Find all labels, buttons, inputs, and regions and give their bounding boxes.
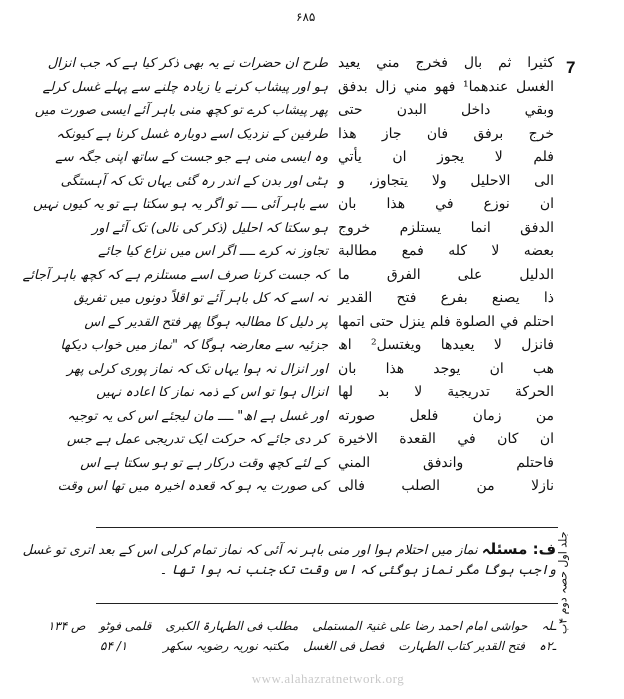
footnote-source: حواشی امام احمد رضا علی غنیۃ المستملی [312, 619, 528, 633]
footnote-section: فصل فی الغسل [303, 639, 385, 653]
footnote-publisher: مکتبہ نوریہ رضویہ سکھر [163, 639, 290, 653]
urdu-text-line: پر دلیل کا مطالبہ ہوگا پھر فتح القدیر کے اس [84, 314, 328, 330]
urdu-text-line: اور غسل ہے اھ" ــــ مان لیجئے اس کی یہ توجیہ [67, 408, 328, 424]
urdu-text-line: اور انزال نہ ہوا یہاں تک کہ نماز پوری کرلی پھر [66, 361, 328, 377]
divider-bottom [96, 603, 558, 604]
urdu-text-line: جزئیہ سے معارضہ ہوگا کہ "نماز میں خواب دیکھا [60, 338, 328, 353]
arabic-text-line: الى الاحليل ولا يتجاوز، و [338, 172, 554, 189]
footnote-marker: ـلہ [541, 619, 556, 633]
footnote-2 [100, 636, 556, 656]
arabic-text-line: الغسل عندهما¹ فهو مني زال بدفق [338, 78, 554, 95]
footnote-1 [47, 616, 556, 636]
urdu-text-line: طرح ان حضرات نے یہ بھی ذکر کیا ہے کہ جب انزال [47, 56, 328, 71]
arabic-text-line: فانزل لا يعيدها ويغتسل² اھ [338, 337, 554, 353]
arabic-text-line: الدفق انما يستلزم خروج [338, 219, 554, 236]
urdu-text-line: کی صورت یہ ہو کہ قعدہ اخیرہ میں تھا اس وقت [57, 479, 328, 494]
urdu-text-line: کے لئے کچھ وقت درکار ہے تو ہو سکتا ہے اس [80, 455, 328, 471]
footnotes [47, 616, 556, 656]
footnote-page: ص ۱۳۴ [47, 619, 86, 633]
footnote-source: فتح القدیر کتاب الطہارت [398, 639, 525, 653]
arabic-text-line: فاحتلم واندفق المني [338, 454, 554, 471]
footnote-section: مطلب فی الطہارۃ الکبری [165, 619, 299, 633]
urdu-text-line: وہ ایسی منی ہے جو جست کے ساتھ اپنی جگہ سے [55, 150, 328, 165]
urdu-text-line: ہو اور پیشاب کرنے یا زیادہ چلنے سے پہلے غسل کرلے [42, 79, 328, 95]
arabic-text-line: بعضه لا كله فمع مطالبة [338, 243, 554, 259]
urdu-text-line: ہٹی اور بدن کے اندر رہ گئی یہاں تک کہ آہستگی [60, 173, 328, 189]
arabic-text-line: خرج برفق فان جاز هذا [338, 125, 554, 142]
urdu-text-line: کہ جست کرنا صرف اسے مستلزم ہے کہ کچھ باہر آجائے [22, 267, 328, 283]
arabic-text-line: نازلا من الصلب فالى [338, 478, 554, 494]
arabic-text-line: من زمان فلعل صورته [338, 407, 554, 424]
arabic-text-line: كثيرا ثم بال فخرج مني يعيد [338, 55, 554, 71]
section-marker: 7 [566, 58, 576, 77]
arabic-text-line: ان كان في القعدة الاخيرة [338, 431, 554, 447]
urdu-text-line: تجاوز نہ کرے ــــ اگر اس میں نزاع کیا جائے [98, 244, 328, 259]
masala-line-1: نماز میں احتلام ہوا اور منی باہر نہ آئی کہ نماز تمام کرلی اس کے بعد اتری تو غسل [22, 543, 478, 558]
urdu-text-line: کر دی جائے کہ حرکت ایک تدریجی عمل ہے جس [66, 432, 328, 447]
arabic-text-line: الدليل على الفرق ما [338, 266, 554, 283]
arabic-column [338, 52, 554, 499]
urdu-text-line: انزال ہوا تو اس کے ذمہ نماز کا اعادہ نہیں [96, 385, 328, 400]
footnote-page: ۱/ ۵۴ [100, 639, 128, 653]
divider-top [96, 527, 558, 528]
side-note: جلد اول حصہ دوم ۴ب [556, 531, 570, 635]
masala-line-2: واجب ہوگا مگر نماز ہوگئی کہ اس وقت تک جنب نہ ہوا تھا ۔ [159, 563, 556, 578]
arabic-text-line: الحركة تدريجية لا بد لها [338, 384, 554, 400]
arabic-text-line: هب ان يوجد هذا بان [338, 360, 554, 377]
footnote-publisher: قلمی فوٹو [99, 619, 152, 633]
urdu-text-line: طرفین کے نزدیک اسے دوبارہ غسل کرنا ہے کیونکہ [56, 126, 328, 142]
arabic-text-line: ذا يصنع بفرع فتح القدير [338, 290, 554, 306]
arabic-text-line: وبقي داخل البدن حتى [338, 102, 554, 118]
arabic-text-line: فلم لا يجوز ان يأتي [338, 149, 554, 165]
masala-note [22, 538, 556, 582]
footnote-marker: ـ۲ہ [539, 639, 556, 653]
urdu-text-line: پھر پیشاب کرے تو کچھ منی باہر آئے ایسی صورت میں [34, 103, 328, 118]
urdu-text-line: نہ اسے کہ کل باہر آئے تو اقلاً دونوں میں تفریق [73, 291, 328, 306]
urdu-text-line: سے باہر آئی ــــ تو اگر یہ ہو سکتا ہے تو یہ کیوں نہیں [33, 197, 328, 212]
page-number: ۶۸۵ [296, 10, 316, 24]
watermark: www.alahazratnetwork.org [251, 671, 405, 686]
urdu-column [22, 52, 328, 499]
arabic-text-line: ان نوزع في هذا بان [338, 196, 554, 212]
urdu-text-line: ہو سکتا کہ احلیل (ذکر کی نالی) تک آئے اور [92, 220, 328, 236]
arabic-text-line: احتلم في الصلوة فلم ينزل حتى اتمها [338, 313, 554, 330]
masala-label: ف: مسئلہ [481, 540, 556, 558]
